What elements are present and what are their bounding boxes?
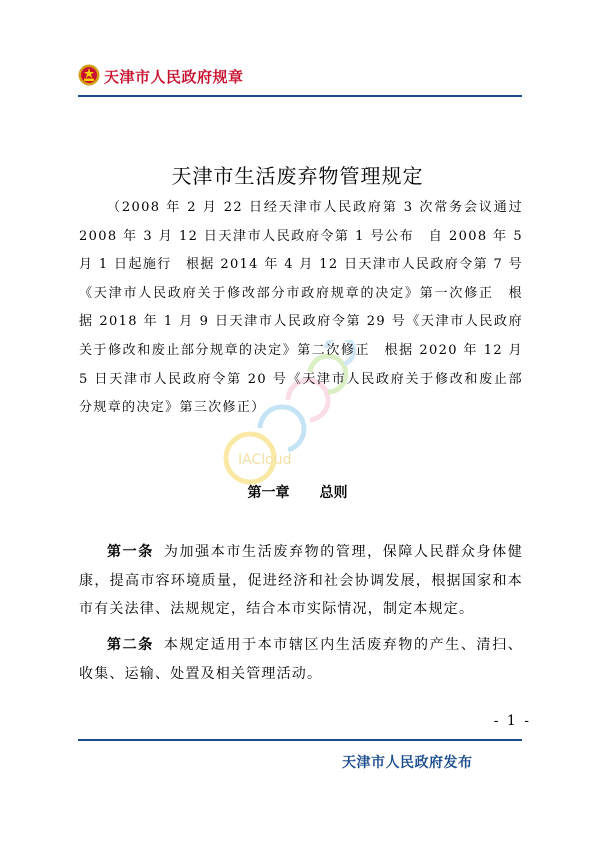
article-text: 为加强本市生活废弃物的管理，保障人民群众身体健康，提高市容环境质量，促进经济和社会协调发展，根据国家和本市有关法律、法规规定，结合本市实际情况，制定本规定。 [79,544,523,617]
header-divider [78,95,522,97]
article-2 [79,631,523,688]
publisher-label: 天津市人民政府发布 [342,755,473,771]
article-label: 第二条 [107,637,154,653]
header-title: 天津市人民政府规章 [104,68,244,86]
document-header [78,62,522,96]
article-label: 第一条 [107,544,154,560]
national-emblem-icon [78,64,100,86]
document-history-note: （2008 年 2 月 22 日经天津市人民政府第 3 次常务会议通过 2008 年 3 月 12 日天津市人民政府令第 1 号公布 自 2008 年 5 月 1 日起施行 根据 2014 年 4 月 12 日天津市人民政府令第 7 号《天津市人民政府关于修改部分市政府规章的决定》第一次修正 根据 2018 年 1 月 9 日天津市人民政府令第 29 号《天津市人民政府关于修改和废止部分规章的决定》第二次修正 根据 2020 年 12 月 5 日天津市人民政府令第 20 号《天津市人民政府关于修改和废止部分规章的决定》第三次修正） [79,200,538,416]
chapter-number: 第一章 [247,485,290,501]
page-number: - 1 - [493,713,531,729]
chapter-title: 总则 [319,485,348,501]
article-1 [79,538,523,624]
watermark-text: IACloud [238,452,292,468]
footer-divider [78,739,522,741]
chapter-heading [0,482,595,502]
article-text: 本规定适用于本市辖区内生活废弃物的产生、清扫、收集、运输、处置及相关管理活动。 [79,637,523,682]
document-title: 天津市生活废弃物管理规定 [171,164,424,188]
